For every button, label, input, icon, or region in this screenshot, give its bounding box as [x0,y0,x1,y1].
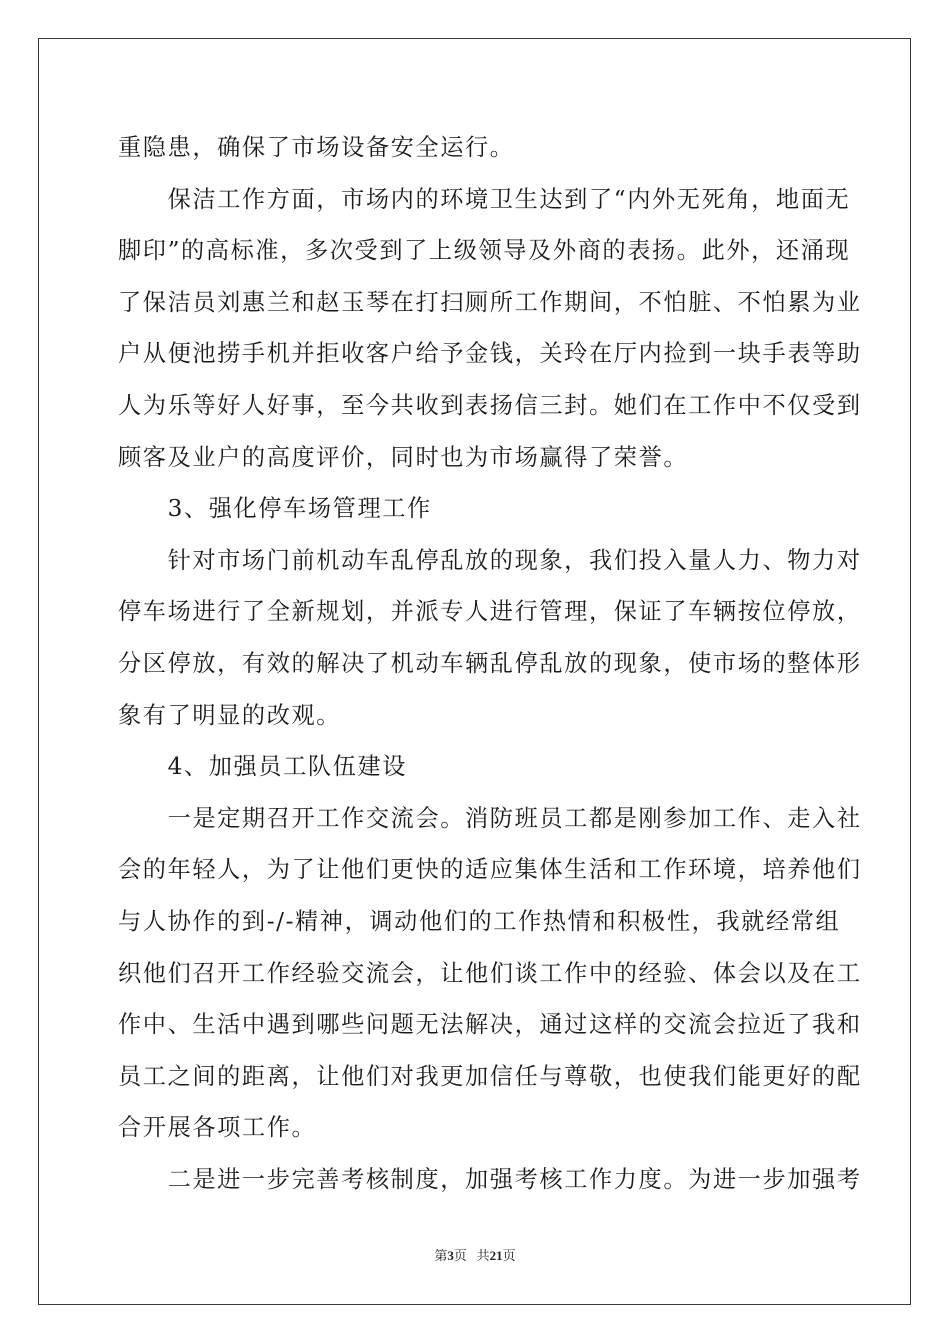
text-line: 户从便池捞手机并拒收客户给予金钱，关玲在厅内捡到一块手表等助 [118,340,862,368]
page-number: 3 [447,1248,454,1263]
text-line: 人为乐等好人好事，至今共收到表扬信三封。她们在工作中不仅受到 [118,391,862,419]
text-line: 针对市场门前机动车乱停乱放的现象，我们投入量人力、物力对 [118,546,862,574]
text-line: 分区停放，有效的解决了机动车辆乱停乱放的现象，使市场的整体形 [118,649,862,677]
text-line: 合开展各项工作。 [118,1114,317,1142]
text-line: 重隐患，确保了市场设备安全运行。 [118,134,515,161]
text-line: 了保洁员刘惠兰和赵玉琴在打扫厕所工作期间，不怕脏、不怕累为业 [118,288,862,316]
document-body [118,128,862,1211]
text-line: 保洁工作方面，市场内的环境卫生达到了“内外无死角，地面无 [118,185,851,213]
text-line: 与人协作的到-/-精神，调动他们的工作热情和积极性，我就经常组 [118,907,841,935]
section-heading: 4、加强员工队伍建设 [118,753,408,781]
text-line: 员工之间的距离，让他们对我更加信任与尊敬，也使我们能更好的配 [118,1062,862,1090]
text-line: 停车场进行了全新规划，并派专人进行管理，保证了车辆按位停放， [118,598,862,626]
section-heading: 3、强化停车场管理工作 [118,495,432,523]
text-line: 象有了明显的改观。 [118,701,342,729]
text-line: 脚印”的高标准，多次受到了上级领导及外商的表扬。此外，还涌现 [118,237,851,265]
footer-page-suffix: 页 [453,1248,467,1263]
text-line: 二是进一步完善考核制度，加强考核工作力度。为进一步加强考 [118,1165,862,1193]
footer-total-prefix: 共 [476,1248,490,1263]
text-line: 一是定期召开工作交流会。消防班员工都是刚参加工作、走入社 [118,804,862,832]
total-pages: 21 [489,1248,503,1263]
text-line: 顾客及业户的高度评价，同时也为市场赢得了荣誉。 [118,443,689,471]
footer-prefix: 第 [434,1248,448,1263]
text-line: 织他们召开工作经验交流会，让他们谈工作中的经验、体会以及在工 [118,959,862,987]
page-footer [0,1247,950,1265]
text-line: 作中、生活中遇到哪些问题无法解决，通过这样的交流会拉近了我和 [118,1011,862,1039]
text-line: 会的年轻人，为了让他们更快的适应集体生活和工作环境，培养他们 [118,856,862,884]
footer-total-suffix: 页 [502,1248,516,1263]
